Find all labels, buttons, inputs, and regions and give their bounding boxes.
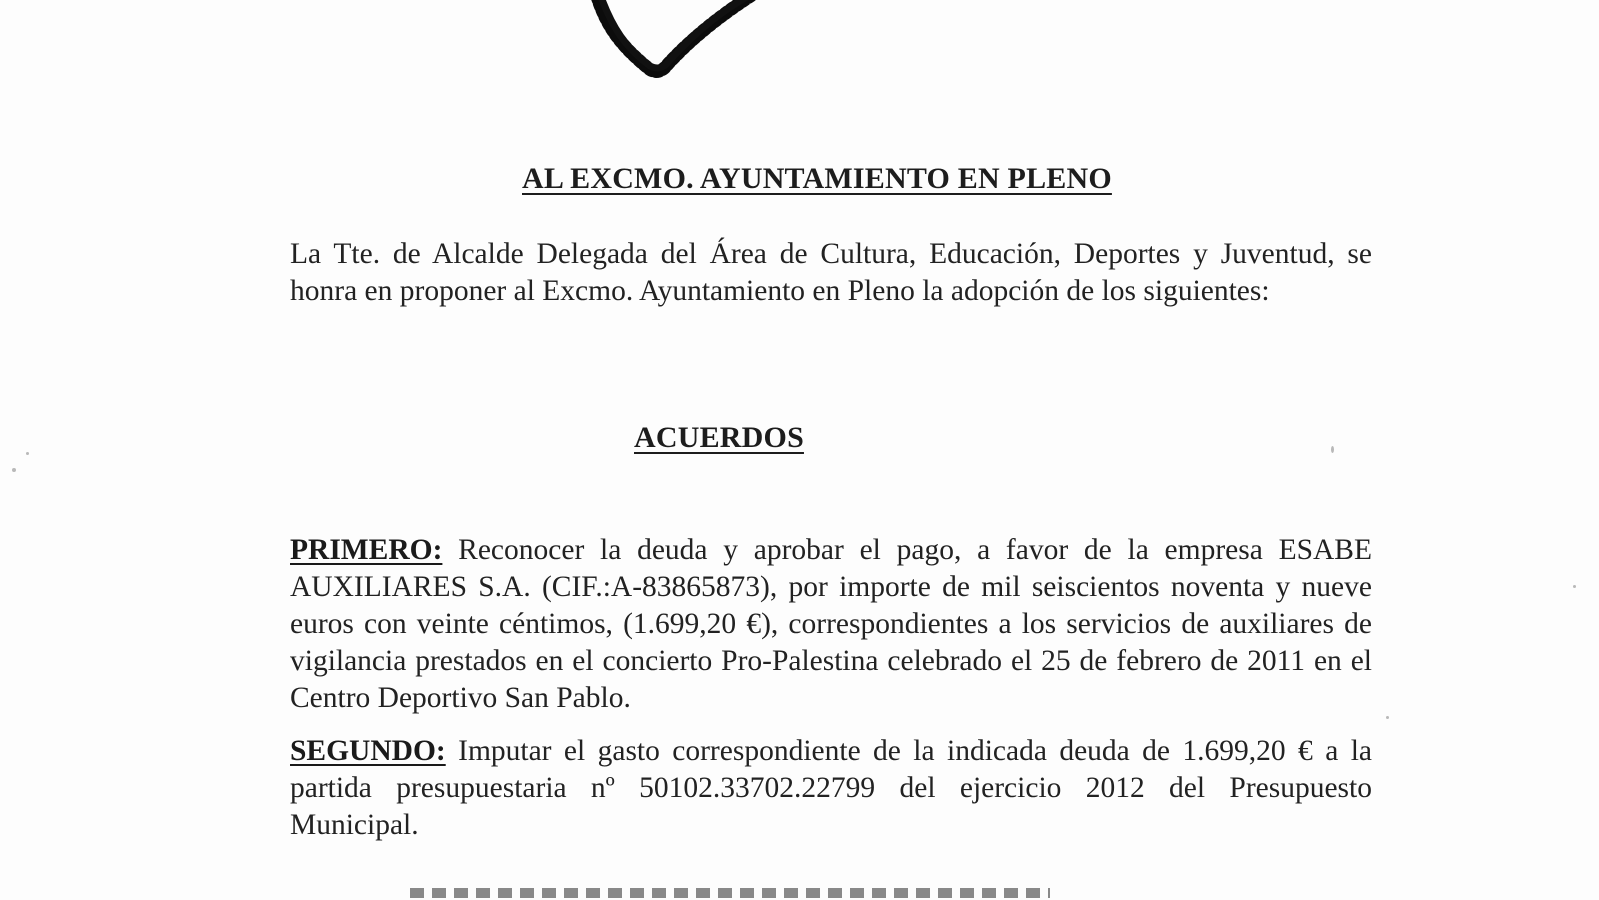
agreement-label: SEGUNDO: xyxy=(290,735,446,767)
agreement-text: Imputar el gasto correspondiente de la indicada deuda de 1.699,20 € a la partida presupuestaria nº 50102.33702.22799 del ejercicio 2012 del Presupuesto Municipal. xyxy=(290,735,1372,841)
agreement-label: PRIMERO: xyxy=(290,534,443,566)
scribble-mark xyxy=(560,0,790,85)
agreement-segundo xyxy=(290,733,1372,844)
cutoff-text-line xyxy=(410,876,1050,900)
intro-paragraph: La Tte. de Alcalde Delegada del Área de Cultura, Educación, Deportes y Juventud, se honra en proponer al Excmo. Ayuntamiento en Pleno la adopción de los siguientes: xyxy=(290,238,1372,307)
scan-speck xyxy=(26,452,29,455)
scan-speck xyxy=(1386,716,1389,719)
section-title: ACUERDOS xyxy=(634,421,804,454)
scan-speck xyxy=(1331,446,1334,453)
scan-speck xyxy=(1573,585,1576,588)
agreement-primero xyxy=(290,532,1372,717)
agreement-text: Reconocer la deuda y aprobar el pago, a favor de la empresa ESABE AUXILIARES S.A. (CIF.:A-83865873), por importe de mil seiscientos noventa y nueve euros con veinte céntimos, (1.699,20 €), correspondientes a los servicios de auxiliares de vigilancia prestados en el concierto Pro-Palestina celebrado el 25 de febrero de 2011 en el Centro Deportivo San Pablo. xyxy=(290,534,1372,714)
addressee-heading: AL EXCMO. AYUNTAMIENTO EN PLENO xyxy=(522,162,1112,195)
scan-speck xyxy=(12,468,16,472)
